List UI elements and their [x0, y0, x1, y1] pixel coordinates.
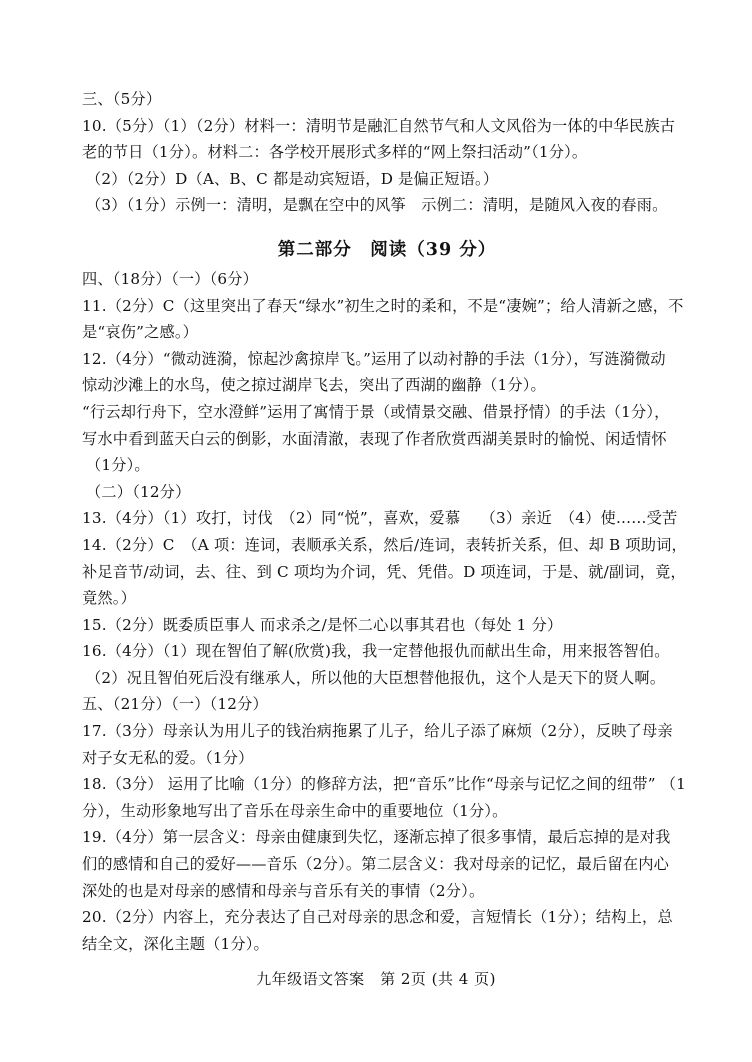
section-3-header: 三、（5分） — [82, 90, 162, 108]
answer-line: （1分）。 — [86, 456, 150, 475]
answer-line: 13.（4分）（1）攻打，讨伐 （2）同“悦”，喜欢，爱慕 （3）亲近 （4）使……受苦 — [82, 509, 678, 528]
answer-line: 12.（4分）“微动涟漪，惊起沙禽掠岸飞。”运用了以动衬静的手法（1分），写涟漪微动 — [82, 349, 666, 368]
answer-line: （3）（1分）示例一：清明，是飘在空中的风筝 示例二：清明，是随风入夜的春雨。 — [86, 196, 668, 215]
answer-line: 16.（4分）（1）现在智伯了解(欣赏)我，我一定替他报仇而献出生命，用来报答智伯。 — [82, 642, 670, 661]
answer-line: 10.（5分）（1）（2分）材料一：清明节是融汇自然节气和人文风俗为一体的中华民族古 — [82, 116, 676, 135]
part-2-title: 第二部分 阅读（39 分） — [277, 239, 497, 260]
answer-line: 对子女无私的爱。（1分） — [82, 748, 254, 767]
page-footer: 九年级语文答案 第 2页 (共 4 页) — [256, 970, 496, 988]
answer-line: 老的节日（1分）。材料二：各学校开展形式多样的“网上祭扫活动”（1分）。 — [82, 143, 588, 162]
answer-line: 是“哀伤”之感。） — [82, 323, 199, 342]
answer-line: 补足音节/动词，去、往、到 C 项均为介词，凭、凭借。D 项连词，于是、就/副词，竟， — [82, 562, 686, 581]
answer-line: “行云却行舟下，空水澄鲜”运用了寓情于景（或情景交融、借景抒情）的手法（1分）， — [82, 402, 670, 421]
answer-line: 写水中看到蓝天白云的倒影，水面清澈，表现了作者欣赏西湖美景时的愉悦、闲适情怀 — [82, 429, 667, 448]
section-4-header: 四、（18分）（一）（6分） — [82, 269, 259, 288]
answer-line: （2）况且智伯死后没有继承人，所以他的大臣想替他报仇，这个人是天下的贤人啊。 — [86, 668, 666, 687]
answer-line: 14.（2分）C （A 项：连词，表顺承关系，然后/连词，表转折关系，但、却 B 项助词， — [82, 535, 687, 554]
answer-line: 结全文，深化主题（1分）。 — [82, 934, 269, 953]
answer-line: （2）（2分）D（A、B、C 都是动宾短语，D 是偏正短语。） — [86, 169, 499, 188]
answer-line: 18.（3分） 运用了比喻（1分）的修辞方法，把“音乐”比作“母亲与记忆之间的纽带” （1 — [82, 775, 687, 794]
answer-line: 17.（3分）母亲认为用儿子的钱治病拖累了儿子，给儿子添了麻烦（2分），反映了母亲 — [82, 722, 673, 741]
answer-line: 11.（2分）C（这里突出了春天“绿水”初生之时的柔和，不是“凄婉”；给人清新之感，不 — [82, 296, 684, 315]
answer-line: 惊动沙滩上的水鸟，使之掠过湖岸飞去，突出了西湖的幽静（1分）。 — [82, 376, 546, 395]
answer-line: 分），生动形象地写出了音乐在母亲生命中的重要地位（1分）。 — [82, 801, 508, 820]
answer-line: 们的感情和自己的爱好——音乐（2分）。第二层含义：我对母亲的记忆，最后留在内心 — [82, 855, 669, 874]
answer-line: 15.（2分）既委质臣事人 而求杀之/是怀二心以事其君也（每处 1 分） — [82, 615, 563, 634]
answer-line: 深处的也是对母亲的感情和母亲与音乐有关的事情（2分）。 — [82, 881, 485, 900]
answer-line: 竟然。） — [82, 589, 136, 608]
section-5-header: 五、（21分）（一）（12分） — [82, 695, 268, 714]
answer-line: 19.（4分）第一层含义：母亲由健康到失忆，逐渐忘掉了很多事情，最后忘掉的是对我 — [82, 828, 671, 847]
subsection-header: （二）（12分） — [86, 482, 191, 501]
answer-line: 20.（2分）内容上，充分表达了自己对母亲的思念和爱，言短情长（1分）；结构上，总 — [82, 908, 673, 927]
